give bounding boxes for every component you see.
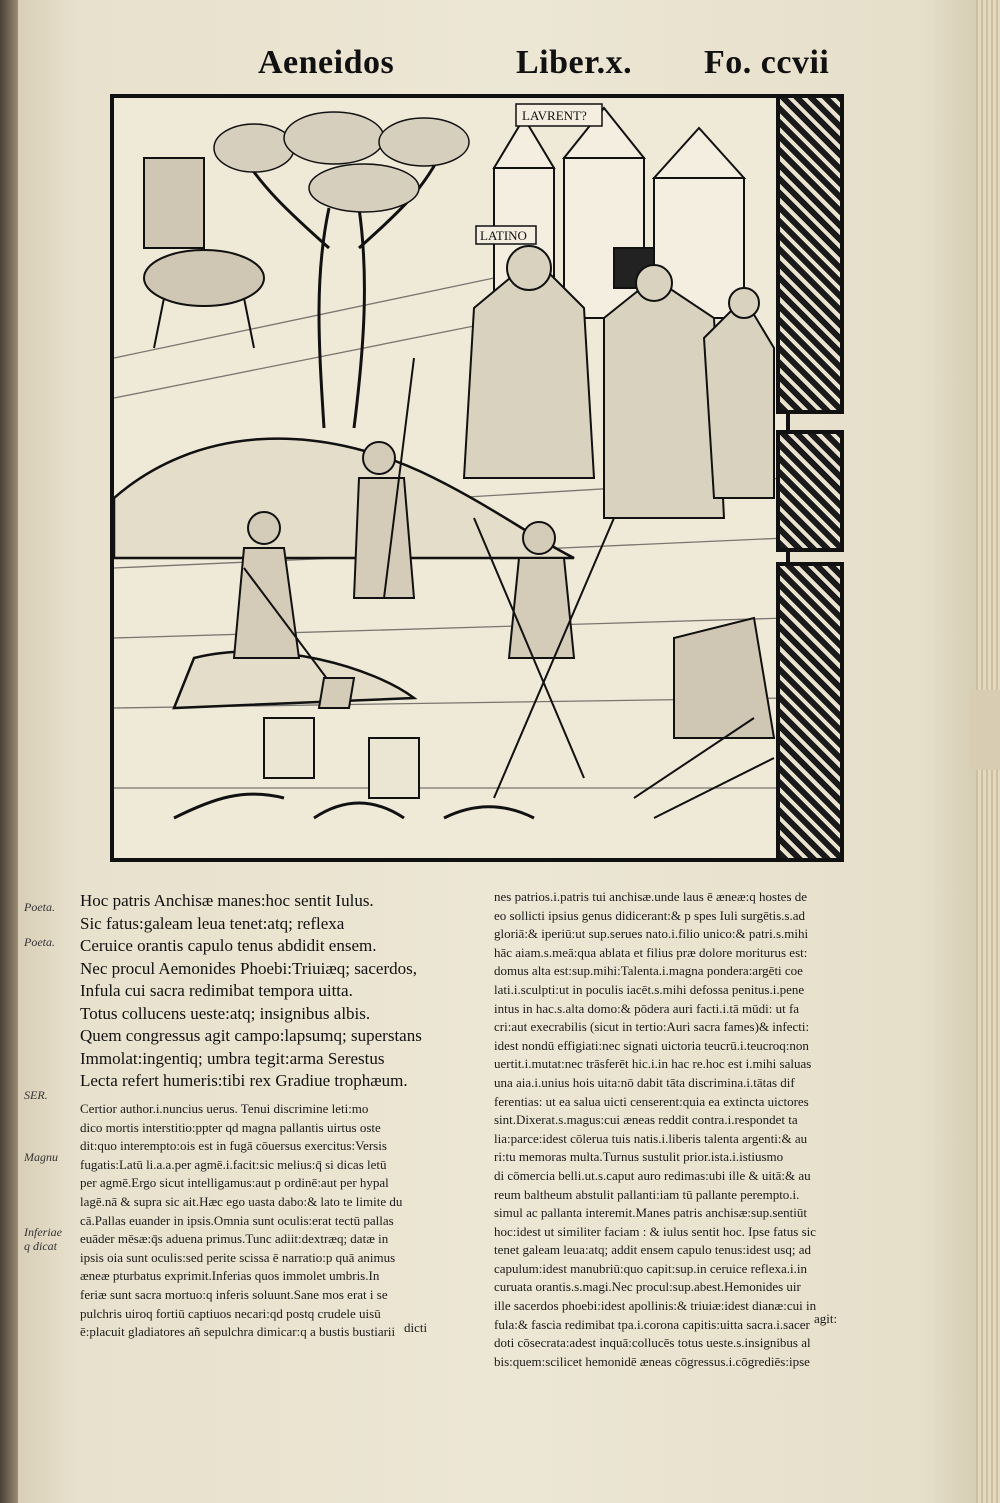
page-tab bbox=[970, 690, 1000, 770]
verse-line: Hoc patris Anchisæ manes:hoc sentit Iulus. bbox=[80, 891, 374, 910]
commentary-line: hāc aiam.s.meā:qua ablata et filius præ dolore moriturus est: bbox=[494, 944, 808, 960]
commentary-line: fugatis:Latū li.a.a.per agmē.i.facit:sic melius:q̄ si dicas letū bbox=[80, 1156, 387, 1172]
commentary-line: hoc:idest ut similiter faciam : & iulus sentit hoc. Ipse fatus sic bbox=[494, 1223, 817, 1239]
svg-text:LATINO: LATINO bbox=[480, 228, 527, 243]
commentary-line: per agmē.Ergo sicut intelligamus:aut p ordinē:aut per hypal bbox=[80, 1175, 389, 1191]
margin-note-magnu: Magnu bbox=[24, 1150, 58, 1164]
commentary-left-column bbox=[80, 1100, 472, 1342]
commentary-line: feriæ sunt sacra mortuo:q inferis soluunt.Sane mos erat i se bbox=[80, 1286, 388, 1302]
commentary-line: dico mortis interstitio:ppter qd magna pallantis uirtus oste bbox=[80, 1119, 381, 1135]
commentary-line: ipsis oia sunt oculis:sed perite scissa ē narratio:p quā animus bbox=[80, 1249, 396, 1265]
commentary-line: doti cōsecrata:adest inquā:collucēs totus ueste.s.insignibus al bbox=[494, 1335, 811, 1351]
commentary-line: reum baltheum abstulit pallanti:iam tū pallante perempto.i. bbox=[494, 1186, 800, 1202]
margin-note-poeta: Poeta. bbox=[24, 935, 55, 949]
book-page bbox=[18, 0, 1000, 1503]
commentary-line: sint.Dixerat.s.magus:cui æneas reddit contra.i.respondet ta bbox=[494, 1112, 798, 1128]
commentary-line: ferentias: ut ea salua uicti censerent:quia ea extincta uictores bbox=[494, 1093, 809, 1109]
commentary-line: uertit.i.mutat:nec trāsferēt hic.i.in hac re.hoc est i.mihi saluas bbox=[494, 1056, 812, 1072]
verse-line: Totus collucens ueste:atq; insignibus albis. bbox=[80, 1003, 371, 1023]
header-book-title: Aeneidos bbox=[258, 44, 395, 81]
commentary-line: dit:quo interempto:ois est in fugā cōuersus exercitus:Versis bbox=[80, 1138, 387, 1154]
commentary-line: euāder mēsæ:q̄s aduena primus.Tunc adiit:dextræq; datæ in bbox=[80, 1231, 389, 1247]
commentary-line: simul ac pallanta interemit.Manes patris anchisæ:sup.sentiūt bbox=[494, 1205, 808, 1221]
verse-line: Quem congressus agit campo:lapsumq; superstans bbox=[80, 1026, 422, 1045]
page-header bbox=[18, 44, 1000, 84]
commentary-line: una aia.i.unius hois uita:nō dabit tāta discrimina.i.tātas dif bbox=[494, 1074, 795, 1090]
verse-line: Lecta refert humeris:tibi rex Gradiue trophæum. bbox=[80, 1071, 408, 1090]
commentary-line: Certior author.i.nuncius uerus. Tenui discrimine leti:mo bbox=[80, 1101, 369, 1116]
header-book-number: Liber.x. bbox=[516, 44, 633, 81]
commentary-line: intus in hac.s.alta domo:& pōdera auri facti.i.tā mūdi: ut fa bbox=[494, 1000, 800, 1016]
margin-note-ser: SER. bbox=[24, 1088, 48, 1102]
commentary-line: nes patrios.i.patris tui anchisæ.unde laus ē æneæ:q hostes de bbox=[494, 889, 808, 904]
commentary-line: tenet galeam leua:atq; addit ensem capulo tenus:idest usq; ad bbox=[494, 1242, 811, 1258]
commentary-line: domus alta est:sup.mihi:Talenta.i.magna pondera:argēti coe bbox=[494, 963, 803, 979]
commentary-line: di cōmercia belli.ut.s.caput auro redimas:ubi ille & uitā:& au bbox=[494, 1167, 811, 1183]
catchword-left: dicti bbox=[404, 1320, 428, 1335]
header-folio: Fo. ccvii bbox=[704, 44, 830, 81]
margin-note-poeta: Poeta. bbox=[24, 900, 55, 914]
commentary-line: cri:aut execrabilis (sicut in tertio:Auri sacra fames)& infecti: bbox=[494, 1019, 810, 1035]
commentary-line: fula:& fascia redimibat tpa.i.corona capitis:uitta sacra.i.sacer bbox=[494, 1316, 810, 1332]
commentary-line: capulum:idest manubriū:quo capit:sup.in ceruice reflexa.i.in bbox=[494, 1260, 807, 1276]
commentary-line: ri:tu memoras multa.Turnus sustulit prior.ista.i.istiusmo bbox=[494, 1149, 784, 1165]
commentary-line: idest nondū effigiati:nec signati uictoria teucrū.i.teucroq:non bbox=[494, 1037, 809, 1053]
commentary-line: pulchris uiroq fortiū captiuos necari:qd postq crudele uisū bbox=[80, 1305, 381, 1321]
commentary-line: æneæ pturbatus exprimit.Inferias quos immolet umbris.In bbox=[80, 1268, 380, 1284]
verse-text bbox=[80, 890, 480, 1093]
commentary-line: lagē.nā & supra sic ait.Hæc ego uasta dabo:& lato te limite du bbox=[80, 1193, 403, 1209]
verse-line: Ceruice orantis capulo tenus abdidit ensem. bbox=[80, 936, 377, 955]
catchword-right: agit: bbox=[814, 1311, 838, 1326]
decorative-border-top bbox=[776, 94, 844, 414]
svg-text:LAVRENT?: LAVRENT? bbox=[522, 108, 587, 123]
verse-line: Sic fatus:galeam leua tenet:atq; reflexa bbox=[80, 913, 345, 933]
commentary-line: ē:placuit gladiatores añ sepulchra dimicar:q a bustis bustiarii bbox=[80, 1324, 396, 1340]
commentary-line: lia:parce:idest cōlerua tuis natis.i.liberis talenta argenti:& au bbox=[494, 1130, 808, 1146]
commentary-line: curuata orantis.s.magi.Nec procul:sup.abest.Hemonides uir bbox=[494, 1279, 801, 1295]
verse-line: Nec procul Aemonides Phoebi:Triuiæq; sacerdos, bbox=[80, 958, 417, 978]
decorative-border-bottom bbox=[776, 562, 844, 862]
commentary-right-column bbox=[494, 888, 862, 1371]
commentary-line: gloriā:& iperiū:ut sup.serues nato.i.filio unico:& patri.s.mihi bbox=[494, 926, 809, 942]
margin-note-inferiae: Inferiae q dicat bbox=[24, 1225, 62, 1253]
commentary-line: ille sacerdos phoebi:idest apollinis:& triuiæ:idest dianæ:cui in bbox=[494, 1298, 817, 1314]
decorative-border-middle bbox=[776, 430, 844, 552]
commentary-line: bis:quem:scilicet hemonidē æneas cōgressus.i.cōgrediēs:ipse bbox=[494, 1353, 810, 1369]
commentary-line: cā.Pallas euander in ipsis.Omnia sunt oculis:erat tectū pallas bbox=[80, 1212, 394, 1228]
commentary-line: eo sollicti ipsius genus didicerant:& p spes Iuli surgētis.s.ad bbox=[494, 907, 806, 923]
commentary-line: lati.i.sculpti:ut in poculis iacēt.s.mihi defossa penitus.i.pene bbox=[494, 981, 805, 997]
woodcut-illustration bbox=[110, 94, 790, 862]
verse-line: Immolat:ingentiq; umbra tegit:arma Serestus bbox=[80, 1048, 385, 1068]
verse-line: Infula cui sacra redimibat tempora uitta. bbox=[80, 981, 353, 1000]
